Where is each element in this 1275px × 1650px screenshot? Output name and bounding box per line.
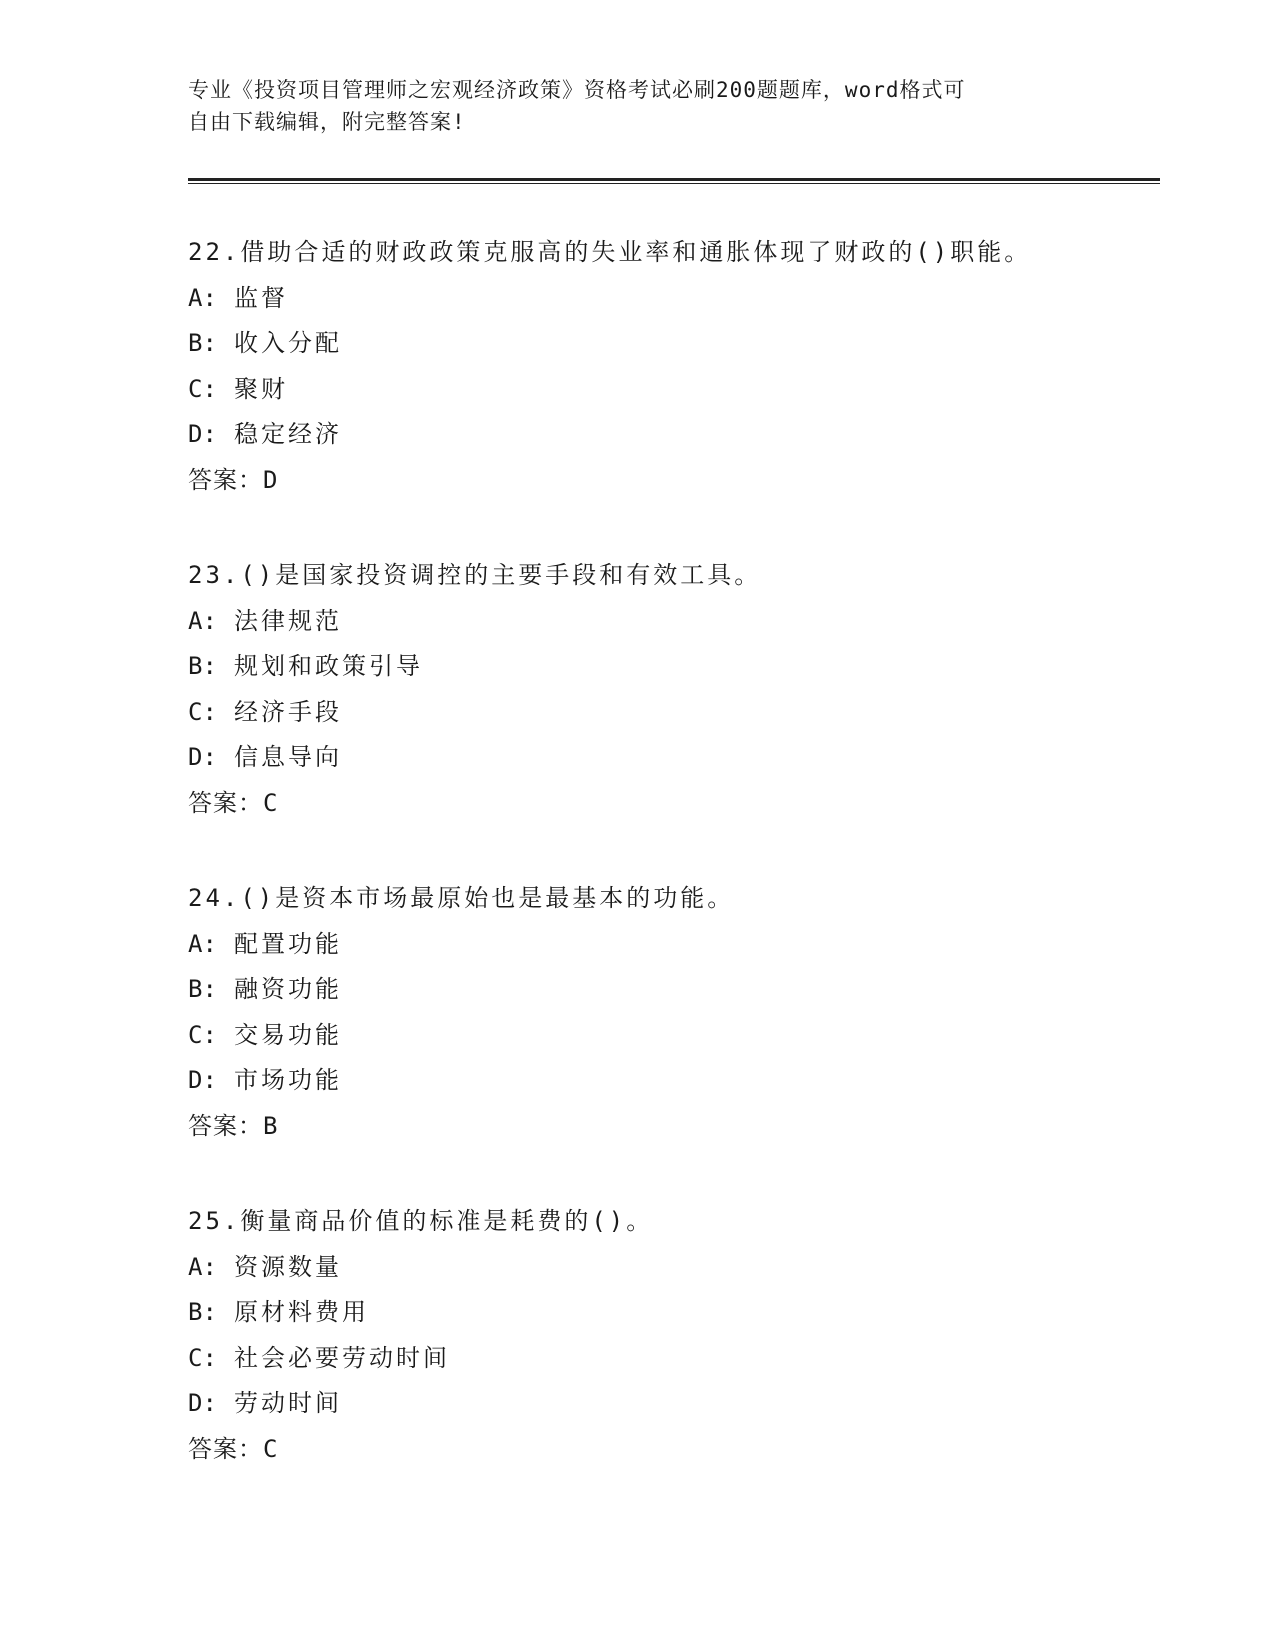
option-letter: A: — [188, 1252, 217, 1281]
question-stem: 24.()是资本市场最原始也是最基本的功能。 — [188, 884, 735, 912]
option-letter: A: — [188, 606, 217, 635]
option-text: 社会必要劳动时间 — [234, 1343, 450, 1372]
option-letter: D: — [188, 420, 217, 448]
option-text: 法律规范 — [234, 606, 342, 635]
option-text: 资源数量 — [234, 1252, 342, 1281]
option-letter: D: — [188, 743, 217, 771]
option-d — [188, 735, 1168, 781]
option-text: 配置功能 — [234, 929, 342, 958]
option-text: 交易功能 — [234, 1020, 342, 1049]
question-block — [188, 876, 1168, 1149]
option-c — [188, 1336, 1168, 1382]
option-letter: D: — [188, 1066, 217, 1094]
question-stem: 25.衡量商品价值的标准是耗费的()。 — [188, 1207, 654, 1235]
option-letter: C: — [188, 697, 217, 726]
option-letter: B: — [188, 1298, 217, 1326]
option-b — [188, 321, 1168, 367]
option-text: 原材料费用 — [234, 1298, 369, 1326]
option-c — [188, 367, 1168, 413]
header-line-2: 自由下载编辑，附完整答案! — [188, 110, 466, 134]
header-divider-thin — [188, 183, 1160, 184]
option-text: 规划和政策引导 — [234, 652, 423, 680]
option-text: 收入分配 — [234, 329, 342, 357]
option-text: 融资功能 — [234, 975, 342, 1003]
question-block — [188, 553, 1168, 826]
option-text: 市场功能 — [234, 1066, 342, 1094]
option-text: 稳定经济 — [234, 420, 342, 448]
option-text: 劳动时间 — [234, 1389, 342, 1417]
option-text: 信息导向 — [234, 743, 342, 771]
option-d — [188, 412, 1168, 458]
question-stem: 23.()是国家投资调控的主要手段和有效工具。 — [188, 561, 762, 589]
header-line-1: 专业《投资项目管理师之宏观经济政策》资格考试必刷200题题库，word格式可 — [188, 78, 966, 102]
question-block — [188, 230, 1168, 503]
option-letter: C: — [188, 1343, 217, 1372]
option-letter: C: — [188, 374, 217, 403]
question-stem: 22.借助合适的财政政策克服高的失业率和通胀体现了财政的()职能。 — [188, 238, 1032, 266]
option-letter: B: — [188, 975, 217, 1003]
option-b — [188, 967, 1168, 1013]
answer-line: 答案：C — [188, 1434, 279, 1463]
option-a — [188, 922, 1168, 968]
header-divider-thick — [188, 178, 1160, 181]
answer-line: 答案：B — [188, 1111, 279, 1140]
option-text: 监督 — [234, 283, 288, 312]
option-a — [188, 1245, 1168, 1291]
option-text: 聚财 — [234, 374, 288, 403]
option-text: 经济手段 — [234, 697, 342, 726]
option-letter: D: — [188, 1389, 217, 1417]
option-d — [188, 1058, 1168, 1104]
option-letter: B: — [188, 652, 217, 680]
option-letter: A: — [188, 283, 217, 312]
question-block — [188, 1199, 1168, 1472]
option-b — [188, 644, 1168, 690]
document-header — [188, 74, 1088, 138]
option-letter: B: — [188, 329, 217, 357]
option-d — [188, 1381, 1168, 1427]
option-letter: A: — [188, 929, 217, 958]
option-c — [188, 1013, 1168, 1059]
option-b — [188, 1290, 1168, 1336]
option-letter: C: — [188, 1020, 217, 1049]
answer-line: 答案：D — [188, 465, 279, 494]
option-c — [188, 690, 1168, 736]
option-a — [188, 276, 1168, 322]
answer-line: 答案：C — [188, 788, 279, 817]
option-a — [188, 599, 1168, 645]
